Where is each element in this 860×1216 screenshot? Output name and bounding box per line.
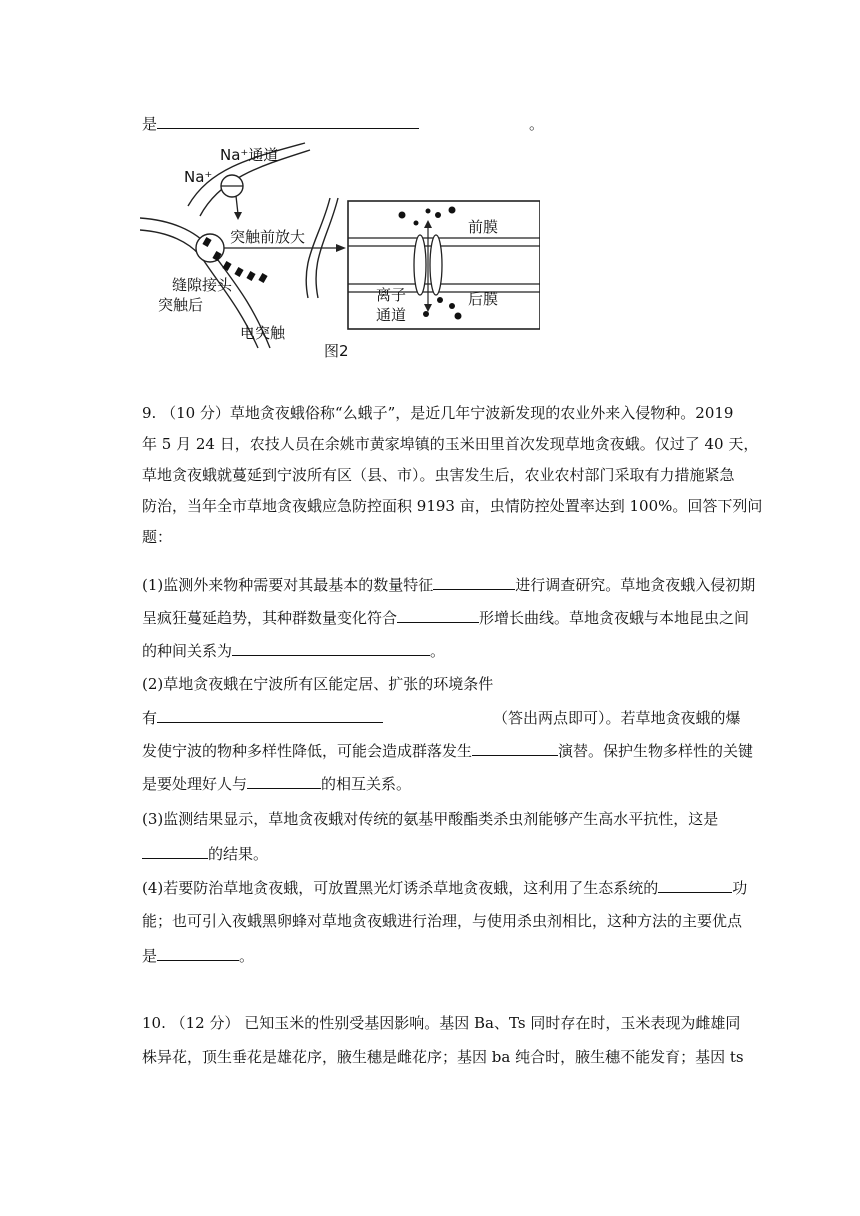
answer-blank[interactable] [658,877,732,893]
answer-blank[interactable] [433,574,515,590]
q9-part-1-line-3: 的种间关系为 。 [142,642,446,660]
svg-text:突触前放大: 突触前放大 [230,228,306,246]
answer-blank[interactable] [157,707,383,723]
q9-part-4-line-2: 能；也可引入夜蛾黑卵蜂对草地贪夜蛾进行治理，与使用杀虫剂相比，这种方法的主要优点 [142,912,743,930]
q9-line-2: 年 5 月 24 日，农技人员在余姚市黄家埠镇的玉米田里首次发现草地贪夜蛾。仅过了 40 天， [142,435,759,453]
q9-part-4-line-3: 是 。 [142,947,255,965]
top-answer-line: 是 。 [142,115,545,133]
svg-text:图2: 图2 [324,342,349,360]
figure-electrical-synapse [140,138,540,363]
svg-text:离子: 离子 [376,286,407,304]
answer-blank[interactable] [142,843,208,859]
gap-junction-icon [196,234,224,262]
q9-part-2-line-1: (2)草地贪夜蛾在宁波所有区能定居、扩张的环境条件 [142,675,494,693]
q10-line-1: 10. （12 分） 已知玉米的性别受基因影响。基因 Ba、Ts 同时存在时，玉米表现为雌雄同 [142,1014,741,1032]
q9-part-2-line-4: 是要处理好人与 的相互关系。 [142,775,412,793]
answer-blank[interactable] [472,740,558,756]
svg-text:通道: 通道 [376,306,407,324]
ion-channel-icon [414,235,426,295]
svg-text:后膜: 后膜 [468,290,499,308]
q9-line-1: 9. （10 分）草地贪夜蛾俗称“么蛾子”，是近几年宁波新发现的农业外来入侵物种。2019 [142,404,734,422]
q9-part-2-line-3: 发使宁波的物种多样性降低，可能会造成群落发生 演替。保护生物多样性的关键 [142,742,754,760]
svg-text:Na⁺: Na⁺ [184,168,213,186]
svg-text:Na⁺通道: Na⁺通道 [220,146,279,164]
q9-part-3-line-1: (3)监测结果显示，草地贪夜蛾对传统的氨基甲酸酯类杀虫剂能够产生高水平抗性，这是 [142,810,719,828]
q9-part-2-line-2: 有 （答出两点即可）。若草地贪夜蛾的爆 [142,709,741,727]
q9-part-3-line-2: 的结果。 [142,843,268,864]
q9-line-5: 题： [142,528,173,546]
svg-text:缝隙接头: 缝隙接头 [172,276,233,294]
q9-line-3: 草地贪夜蛾就蔓延到宁波所有区（县、市）。虫害发生后，农业农村部门采取有力措施紧急 [142,466,735,484]
q9-part-1-line-1: (1)监测外来物种需要对其最基本的数量特征 进行调查研究。草地贪夜蛾入侵初期 [142,576,756,594]
answer-blank[interactable] [397,607,479,623]
answer-blank[interactable] [157,113,419,129]
svg-text:电突触: 电突触 [240,324,286,342]
answer-blank[interactable] [157,945,239,961]
q10-line-2: 株异花，顶生垂花是雄花序，腋生穗是雌花序；基因 ba 纯合时，腋生穗不能发育；基因 ts [142,1048,744,1066]
svg-text:前膜: 前膜 [468,218,499,236]
answer-blank[interactable] [247,773,321,789]
q9-part-1-line-2: 呈疯狂蔓延趋势，其种群数量变化符合 形增长曲线。草地贪夜蛾与本地昆虫之间 [142,609,750,627]
q9-line-4: 防治，当年全市草地贪夜蛾应急防控面积 9193 亩，虫情防控处置率达到 100%。回答下列问 [142,497,763,515]
q9-part-4-line-1: (4)若要防治草地贪夜蛾，可放置黑光灯诱杀草地贪夜蛾，这利用了生态系统的 功 [142,879,748,897]
svg-text:突触后: 突触后 [158,296,204,314]
answer-blank[interactable] [232,640,430,656]
